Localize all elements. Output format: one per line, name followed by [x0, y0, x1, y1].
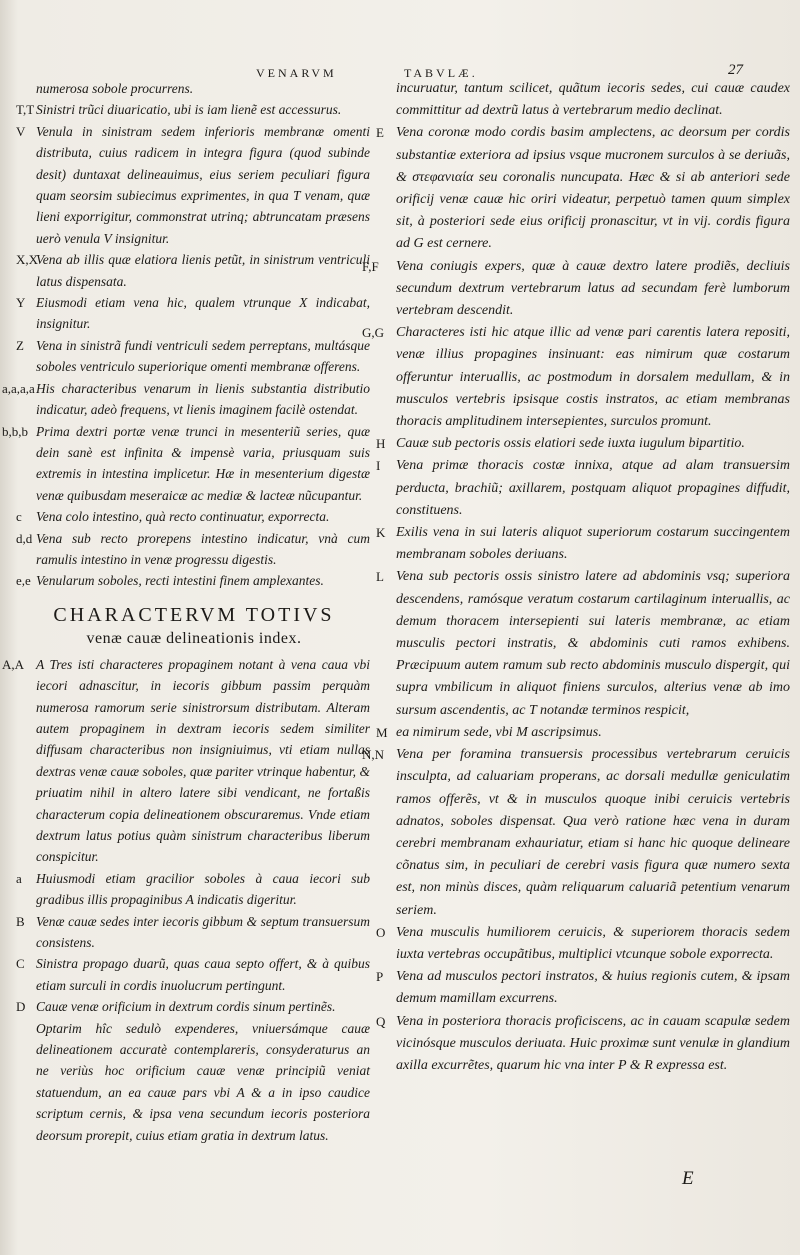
- entry-key: D: [16, 999, 26, 1015]
- index-entry: [362, 256, 790, 323]
- index-entry: [18, 249, 370, 292]
- entry-text: Cauæ sub pectoris ossis elatiori sede iuxta iugulum bipartitio.: [396, 436, 745, 452]
- entry-text: Venula in sinistram sedem inferioris membranæ omenti distributa, cuius radicem in integra figura (quod subinde desit) duntaxat delineauimus, eius seriem peculiari figura quam seorsim subiecimus exprimentes, in qua T venam, quæ lieni exporrigitur, commonstrat utrinq; abtruncatam præsens uerò venula V insignitur.: [36, 123, 370, 246]
- index-entry: [18, 335, 370, 378]
- index-entry: [18, 528, 370, 571]
- entry-text: Vena sub pectoris ossis sinistro latere ad abdominis vsq; superiora descendens, ramósque veratum costarum cartilaginum interuallis, ac demum thoracem intersepienti sui lateris membranæ, ac etiam musculis pectori instratis, & abdominis cuti ramos exhibens. Præcipuum autem ramum sub recto abdominis musculo dispergit, qui supra vmbilicum in aliquot finiens surculos, alterius venæ ab imo sursum ascendentis, ac T notandæ terminos respicit,: [396, 569, 790, 718]
- index-entry: [362, 744, 790, 922]
- section-heading: [18, 602, 370, 650]
- entry-key: I: [376, 458, 381, 474]
- entry-key: E: [376, 125, 384, 141]
- index-entry: [18, 292, 370, 335]
- entry-text: Vena primæ thoracis costæ innixa, atque ad alam transuersim perducta, brachiũ; axillarem, postquam aliquot propagines diffudit, constituens.: [396, 458, 790, 518]
- entry-text: ea nimirum sede, vbi M ascripsimus.: [396, 724, 602, 740]
- entry-key: V: [16, 123, 26, 139]
- entry-text: Vena coniugis expers, quæ à cauæ dextro latere prodiẽs, decliuis secundum dextrum vertebrarum latus ad secundam ferè lumborum vertebram descendit.: [396, 258, 790, 319]
- entry-key: T,T: [16, 102, 35, 118]
- index-entry: [18, 506, 370, 527]
- entry-key: B: [16, 913, 25, 929]
- index-entry: [362, 322, 790, 433]
- section-heading-line2: venæ cauæ delineationis index.: [86, 629, 302, 647]
- index-entry: [2, 378, 370, 421]
- entry-text: His characteribus venarum in lienis substantia distributio indicatur, adeò frequens, vt lienis imaginem facilè ostendat.: [36, 380, 370, 418]
- section-heading-line1: CHARACTERVM TOTIVS: [53, 603, 335, 626]
- index-entry: [18, 570, 370, 591]
- index-entry: [378, 722, 790, 744]
- entry-key: Z: [16, 337, 24, 353]
- left-column: [2, 78, 370, 1146]
- entry-text: Vena colo intestino, quà recto continuatur, exporrecta.: [36, 509, 330, 525]
- entry-text: Vena ab illis quæ elatiora lienis petũt, in sinistrum ventriculi latus dispensata.: [36, 252, 370, 289]
- entry-text: Vena ad musculos pectori instratos, & huius regionis cutem, & ipsam demum mamillam excurrens.: [396, 969, 790, 1007]
- index-entry: [2, 421, 370, 507]
- index-entry: [378, 122, 790, 255]
- entry-text: A Tres isti characteres propaginem notant à vena caua vbi iecori adnascitur, in iecoris gibbum passim perquàm numerosa ramorum serie sinistrorsum distributam. Alteram autem propaginem in dextram iecoris sedem similiter diffusam characteribus non insigniuimus, vti etiam nullas dextras venæ cauæ soboles, quæ pariter vtrinque habentur, & priuatim nihil in altero latere sibi vendicant, ne fortaßis characterum copia delineationem obscuraremus. Vnde etiam dextrum latus potius quàm sinistrum characteribus liberum conspicitur.: [36, 656, 370, 865]
- index-entry: [378, 433, 790, 455]
- index-entry: [18, 953, 370, 996]
- entry-key: Y: [16, 295, 26, 311]
- entry-text: Vena sub recto prorepens intestino indicatur, vnà cum ramulis intestino in venæ progressu digestis.: [36, 530, 370, 567]
- entry-key: a: [16, 870, 22, 886]
- index-entry: [378, 455, 790, 522]
- entry-text: Vena musculis humiliorem ceruicis, & superiorem thoracis sedem iuxta vertebras occupãtibus, multiplici vtcunque sobole exporrecta.: [396, 924, 790, 962]
- entry-key: H: [376, 436, 386, 452]
- entry-text: Exilis vena in sui lateris aliquot superiorum costarum succingentem membranam soboles deriuans.: [396, 525, 790, 563]
- running-head-right: TABVLÆ.: [404, 66, 478, 80]
- entry-key: L: [376, 569, 384, 585]
- entry-text: Characteres isti hic atque illic ad venæ pari carentis latera repositi, venæ illius propagines insinuant: eas nimirum quæ costarum offeruntur interuallis, ac postmodum in dorsalem medullam, & in musculos vertebris ipsisque costis instratos, ac etiam membranas thoracis amplitudinem intersepientes, surculos promunt.: [396, 325, 790, 430]
- right-column: [362, 78, 790, 1077]
- page-number: 27: [728, 62, 743, 78]
- entry-text: Eiusmodi etiam vena hic, qualem vtrunque X indicabat, insignitur.: [36, 295, 370, 332]
- index-entry: [18, 121, 370, 249]
- entry-text: Vena per foramina transuersis processibus vertebrarum ceruicis insculpta, ad caluariam properans, ac dorsali medullæ geniculatim ramos offerẽs, vt & in musculos quoque inibi ceruicis vertebris adnatos, soboles dispensat. Qua verò ratione hæc vena in duram cerebri membranam exhauriatur, etiam si hanc hic quoque delineare cõnatus sim, in peculiari de cerebri vasis figura quæ numero sexta est, non minùs disces, quàm reliquarum caluariã petentium venarum seriem.: [396, 747, 790, 918]
- running-head-left: VENARVM: [256, 66, 337, 80]
- index-entry: [18, 868, 370, 911]
- entry-text: Prima dextri portæ venæ trunci in mesenteriũ series, quæ dein sanè est infinita & impensè varia, priusquam suis extremis in intestina implicetur. Hæ in mesenterium digestæ venæ quibusdam meseraicæ ac mediæ & lacteæ nũcupantur.: [36, 423, 370, 503]
- entry-key: F,F: [362, 258, 379, 274]
- catchword: E: [682, 1168, 694, 1189]
- entry-text: Sinistri trũci diuaricatio, ubi is iam lienẽ est accessurus.: [36, 102, 342, 118]
- entry-key: e,e: [16, 573, 31, 589]
- entry-key: G,G: [362, 325, 385, 341]
- left-continuation: numerosa sobole procurrens.: [36, 81, 194, 96]
- entry-text: Vena coronæ modo cordis basim amplectens, ac deorsum per cordis substantiæ exteriora ad ipsius vsque mucronem surculos à se deriuãs, & στεφανιαία seu coronalis nuncupata. Hæc & si ab anteriori sede orificij venæ cauæ hic oriri videatur, perpetuò tamen quum simplex sit, à posteriori sede eius orificij pronascitur, vt in vij. cordis figura ad G est cernere.: [396, 125, 790, 252]
- entry-key: d,d: [16, 530, 33, 546]
- index-entry: [378, 1011, 790, 1078]
- right-continuation: incuruatur, tantum scilicet, quãtum iecoris sedes, cui cauæ caudex committitur ad dextrũ latus à vertebrarum medio declinat.: [396, 81, 790, 119]
- entry-key: A,A: [2, 656, 25, 672]
- entry-key: N,N: [362, 747, 385, 763]
- entry-key: P: [376, 969, 384, 985]
- entry-text: Sinistra propago duarũ, quas caua septo offert, & à quibus etiam surculi in cordis inuolucrum pertingunt.: [36, 956, 370, 993]
- entry-text: Venæ cauæ sedes inter iecoris gibbum & septum transuersum consistens.: [36, 913, 370, 951]
- entry-key: M: [376, 724, 388, 740]
- entry-text: Cauæ venæ orificium in dextrum cordis sinum pertinẽs.: [36, 999, 336, 1015]
- index-entry: [2, 654, 370, 868]
- entry-key: C: [16, 956, 25, 972]
- index-entry: [18, 911, 370, 954]
- index-entry: [18, 99, 370, 120]
- index-entry: [378, 922, 790, 966]
- index-entry: [18, 996, 370, 1017]
- entry-key: a,a,a,a: [2, 380, 35, 396]
- index-entry: [378, 966, 790, 1010]
- closing-paragraph: Optarim hîc sedulò expenderes, vniuersámque cauæ delineationem accuratè contemplareris, consyderaturus an ne veriùs hoc orificium cauæ venæ principiũ veniat statuendum, an ea cauæ pars vbi A & a in ipso caudice scriptum cernis, & ipsa vena secundum iecoris posteriora deorsum prorepit, cuius etiam gratia in dextrum latus.: [36, 1020, 370, 1143]
- entry-text: Huiusmodi etiam gracilior soboles à caua iecori sub gradibus illis propaginibus A indicatis digeritur.: [36, 870, 370, 908]
- entry-key: X,X: [16, 252, 39, 268]
- index-entry: [378, 522, 790, 566]
- entry-key: K: [376, 525, 386, 541]
- entry-key: O: [376, 924, 386, 940]
- entry-key: c: [16, 509, 22, 525]
- entry-key: b,b,b: [2, 423, 28, 439]
- entry-text: Vena in posteriora thoracis proficiscens, ac in cauam scapulæ sedem vicinósque musculos deriuata. Huic proximæ sunt venulæ in glandium axilla excurrẽtes, quarum hic vna inter P & R expressa est.: [396, 1013, 790, 1073]
- index-entry: [378, 566, 790, 721]
- entry-text: Venularum soboles, recti intestini finem amplexantes.: [36, 573, 324, 589]
- entry-key: Q: [376, 1013, 386, 1029]
- entry-text: Vena in sinistrã fundi ventriculi sedem perreptans, multásque soboles ventriculo superiorique omenti membranæ offerens.: [36, 337, 370, 375]
